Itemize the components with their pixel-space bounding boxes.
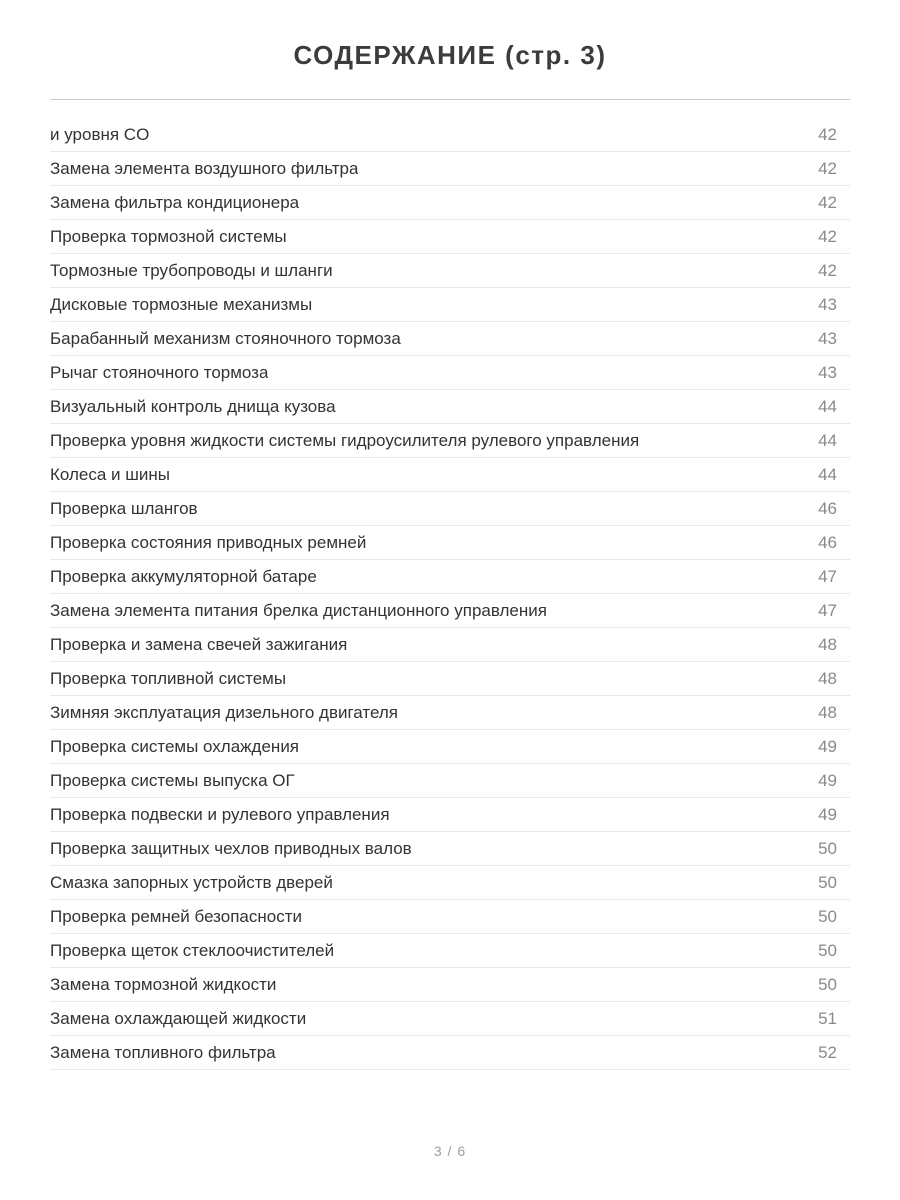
toc-entry-label: Проверка щеток стеклоочистителей [50,940,335,960]
toc-entry-page-number: 48 [818,634,837,654]
toc-entry[interactable] [50,322,850,356]
toc-entry[interactable] [50,458,850,492]
toc-entry[interactable] [50,764,850,798]
toc-entry-label: Замена элемента питания брелка дистанционного управления [50,600,547,620]
toc-entry-page-number: 51 [818,1008,837,1028]
toc-entry-label: Проверка ремней безопасности [50,906,302,926]
toc-entry[interactable] [50,832,850,866]
toc-entry-page-number: 50 [818,906,837,926]
toc-entry-label: Колеса и шины [50,464,170,484]
toc-entry-page-number: 42 [818,226,837,246]
toc-entry[interactable] [50,866,850,900]
toc-entry-page-number: 49 [818,804,837,824]
toc-entry-page-number: 44 [818,396,837,416]
toc-entry-page-number: 43 [818,362,837,382]
toc-entry-page-number: 44 [818,430,837,450]
toc-entry-label: Проверка уровня жидкости системы гидроусилителя рулевого управления [50,430,640,450]
page-indicator: 3 / 6 [433,1143,467,1159]
toc-entry[interactable] [50,152,850,186]
toc-entry[interactable] [50,628,850,662]
toc-entry-label: Проверка состояния приводных ремней [50,532,367,552]
toc-entry-label: Тормозные трубопроводы и шланги [50,260,333,280]
toc-entry-page-number: 46 [818,532,837,552]
toc-entry-label: Замена топливного фильтра [50,1042,276,1062]
toc-entry-label: и уровня CO [50,124,150,144]
toc-entry[interactable] [50,594,850,628]
toc-entry[interactable] [50,220,850,254]
title-divider [50,99,850,100]
toc-entry-page-number: 42 [818,192,837,212]
toc-entry-page-number: 50 [818,872,837,892]
toc-entry-page-number: 50 [818,838,837,858]
toc-entry-page-number: 42 [818,158,837,178]
toc-entry-label: Проверка и замена свечей зажигания [50,634,348,654]
toc-entry-label: Замена охлаждающей жидкости [50,1008,307,1028]
toc-entry-label: Проверка системы выпуска ОГ [50,770,295,790]
toc-entry-label: Проверка аккумуляторной батаре [50,566,317,586]
page-title: СОДЕРЖАНИЕ (стр. 3) [293,40,607,70]
toc-entry[interactable] [50,1002,850,1036]
toc-entry-label: Проверка тормозной системы [50,226,287,246]
toc-entry-page-number: 50 [818,940,837,960]
toc-entry-page-number: 42 [818,124,837,144]
toc-entry-label: Дисковые тормозные механизмы [50,294,313,314]
toc-entry[interactable] [50,390,850,424]
toc-entry-label: Визуальный контроль днища кузова [50,396,336,416]
toc-entry-page-number: 42 [818,260,837,280]
toc-entry-page-number: 47 [818,566,837,586]
toc-entry-label: Проверка шлангов [50,498,198,518]
toc-entry[interactable] [50,492,850,526]
toc-entry-page-number: 43 [818,328,837,348]
toc-entry[interactable] [50,186,850,220]
toc-entry[interactable] [50,254,850,288]
toc-entry-page-number: 44 [818,464,837,484]
toc-entry-page-number: 50 [818,974,837,994]
toc-entry-page-number: 49 [818,736,837,756]
toc-entry-label: Смазка запорных устройств дверей [50,872,333,892]
toc-entry-label: Зимняя эксплуатация дизельного двигателя [50,702,399,722]
toc-entry[interactable] [50,118,850,152]
toc-entry[interactable] [50,526,850,560]
toc-entry-page-number: 48 [818,668,837,688]
toc-entry[interactable] [50,696,850,730]
toc-entry[interactable] [50,730,850,764]
toc-entry-page-number: 52 [818,1042,837,1062]
toc-entry-page-number: 48 [818,702,837,722]
toc-entry-label: Замена тормозной жидкости [50,974,277,994]
toc-entry[interactable] [50,968,850,1002]
toc-entry-label: Барабанный механизм стояночного тормоза [50,328,401,348]
toc-entry-page-number: 49 [818,770,837,790]
toc-entry-page-number: 43 [818,294,837,314]
toc-entry[interactable] [50,560,850,594]
toc-entry-page-number: 47 [818,600,837,620]
toc-entry-label: Проверка подвески и рулевого управления [50,804,390,824]
toc-entry-label: Проверка защитных чехлов приводных валов [50,838,412,858]
toc-entry[interactable] [50,798,850,832]
toc-entry-label: Проверка топливной системы [50,668,287,688]
toc-entry[interactable] [50,662,850,696]
toc-list [50,118,850,1070]
toc-entry[interactable] [50,356,850,390]
toc-entry-label: Проверка системы охлаждения [50,736,300,756]
toc-entry[interactable] [50,1036,850,1070]
toc-entry-label: Рычаг стояночного тормоза [50,362,269,382]
toc-entry-label: Замена элемента воздушного фильтра [50,158,359,178]
toc-entry[interactable] [50,288,850,322]
toc-entry[interactable] [50,900,850,934]
toc-entry[interactable] [50,934,850,968]
toc-entry[interactable] [50,424,850,458]
toc-entry-label: Замена фильтра кондиционера [50,192,300,212]
toc-entry-page-number: 46 [818,498,837,518]
